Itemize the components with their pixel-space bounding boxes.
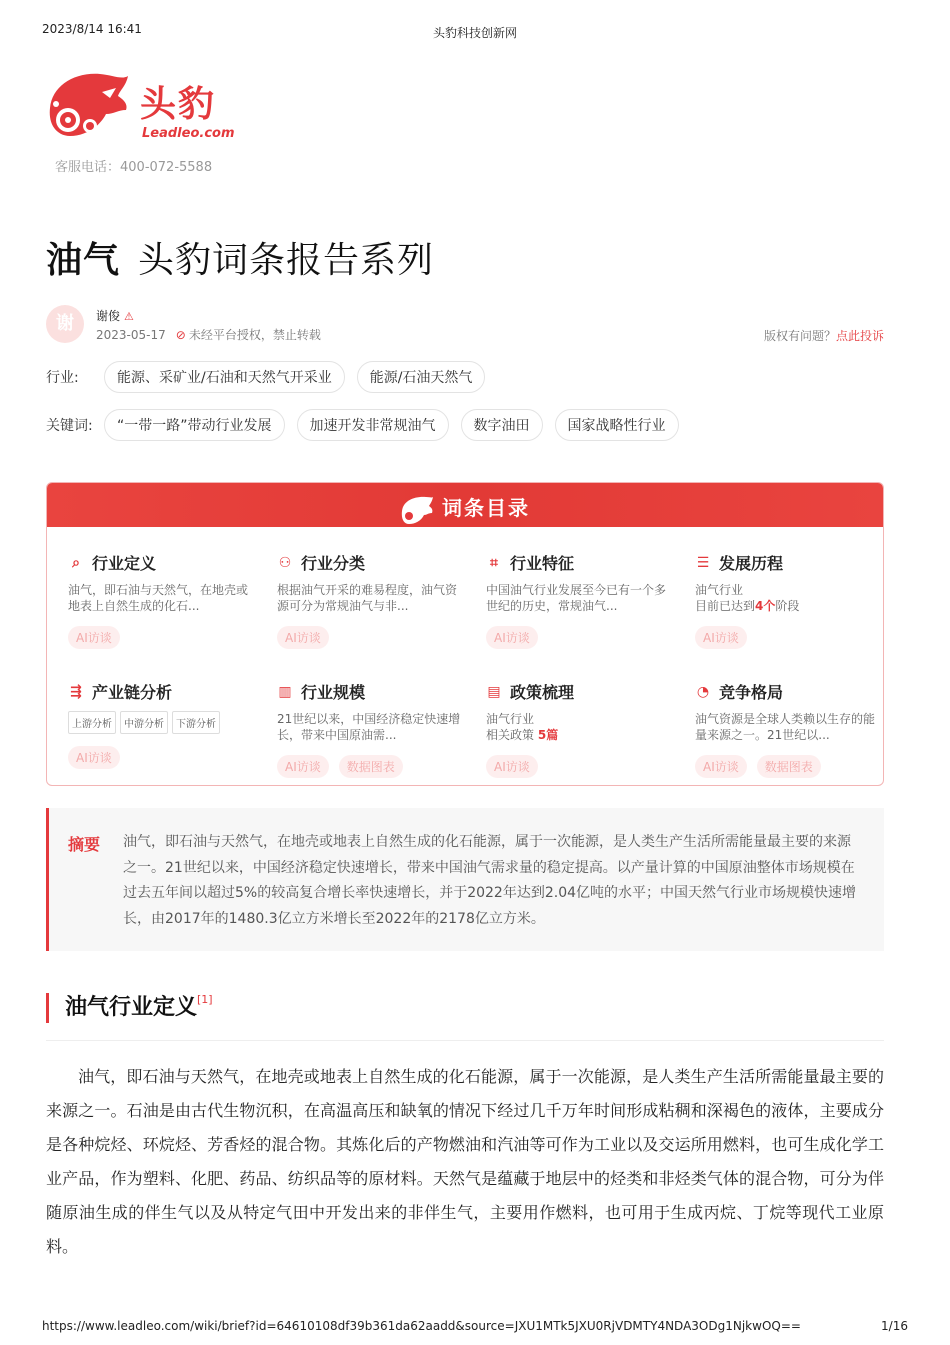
policy-count: 5篇 — [537, 728, 559, 742]
industry-row — [46, 361, 497, 393]
desc-line: 相关政策 — [486, 728, 535, 742]
section-body: 油气，即石油与天然气，在地壳或地表上自然生成的化石能源，属于一次能源，是人类生产生活所需能量最主要的来源之一。石油是由古代生物沉积，在高温高压和缺氧的情况下经过几千万年时间形成粘稠和深褐色的液体，主要成分是各种烷烃、环烷烃、芳香烃的混合物。其炼化后的产物燃油和汽油等可作为工业以及交运所用燃料，也可生成化学工业产品，作为塑料、化肥、药品、纺织品等的原材料。天然气是蕴藏于地层中的烃类和非烃类气体的混合物，可分为伴随原油生成的伴生气以及从特定气田中开发出来的非伴生气，主要用作燃料，也可用于生成丙烷、丁烷等现代工业原料。 — [46, 1067, 884, 1256]
ai-interview-button[interactable]: AI访谈 — [277, 755, 329, 778]
divider — [46, 1040, 884, 1041]
catalog-item-desc: 中国油气行业发展至今已有一个多世纪的历史，常规油气... — [486, 583, 667, 613]
catalog-item-desc: 根据油气开采的难易程度，油气资源可分为常规油气与非... — [277, 583, 458, 613]
footnote-ref[interactable]: [1] — [197, 993, 213, 1006]
catalog-panel — [46, 482, 884, 786]
chain-tag-downstream[interactable]: 下游分析 — [172, 711, 220, 734]
chain-icon: ⇶ — [70, 683, 82, 700]
keyword-tag[interactable]: 加速开发非常规油气 — [297, 409, 449, 441]
print-datetime: 2023/8/14 16:41 — [42, 22, 142, 36]
catalog-item-title: 行业定义 — [92, 554, 157, 573]
section-title-text: 油气行业定义 — [65, 995, 198, 1020]
avatar[interactable]: 谢 — [46, 305, 84, 343]
leadleo-logo[interactable] — [44, 70, 244, 144]
ai-interview-button[interactable]: AI访谈 — [695, 755, 747, 778]
keyword-tag[interactable]: 国家战略性行业 — [555, 409, 679, 441]
catalog-item-chain[interactable] — [68, 680, 258, 769]
catalog-item-title: 竞争格局 — [719, 683, 784, 702]
industry-tag[interactable]: 能源/石油天然气 — [357, 361, 486, 393]
leopard-logo-icon — [44, 70, 134, 144]
catalog-item-title: 政策梳理 — [510, 683, 575, 702]
bar-chart-icon: ▥ — [278, 683, 292, 700]
catalog-item-desc: 21世纪以来，中国经济稳定快速增长，带来中国原油需... — [277, 712, 461, 742]
title-main: 油气 — [46, 240, 121, 281]
catalog-item-title: 行业特征 — [510, 554, 575, 573]
data-chart-button[interactable]: 数据图表 — [757, 755, 821, 778]
leopard-head-icon — [400, 495, 434, 525]
brand-name: 头豹 — [140, 84, 217, 125]
hierarchy-icon: ⚇ — [278, 554, 292, 571]
timeline-icon: ☰ — [696, 554, 710, 571]
desc-line: 阶段 — [775, 599, 800, 613]
chain-tag-upstream[interactable]: 上游分析 — [68, 711, 116, 734]
desc-line: 油气行业 — [486, 712, 535, 726]
brand-domain: Leadleo.com — [142, 126, 235, 141]
magnifier-icon: ⌕ — [72, 554, 80, 571]
keywords-row — [46, 409, 691, 441]
catalog-title — [47, 492, 883, 525]
catalog-item-desc: 油气，即石油与天然气，在地壳或地表上自然生成的化石... — [68, 583, 249, 613]
desc-line: 油气行业 — [695, 583, 744, 597]
pie-chart-icon: ◔ — [696, 683, 710, 700]
catalog-item-title: 行业规模 — [301, 683, 366, 702]
keyword-tag[interactable]: 数字油田 — [461, 409, 543, 441]
ai-interview-button[interactable]: AI访谈 — [486, 755, 538, 778]
copyright-notice — [764, 327, 884, 344]
catalog-item-policy[interactable] — [486, 680, 676, 778]
license-text: 未经平台授权，禁止转载 — [188, 328, 321, 342]
title-sub: 头豹词条报告系列 — [138, 240, 435, 281]
report-link[interactable]: 点此投诉 — [835, 329, 884, 343]
publish-date: 2023-05-17 — [96, 328, 166, 342]
catalog-item-desc: 油气资源是全球人类赖以生存的能量来源之一。21世纪以... — [695, 712, 876, 742]
print-site-title: 头豹科技创新网 — [432, 26, 517, 40]
catalog-item-competition[interactable] — [695, 680, 884, 778]
ai-interview-button[interactable]: AI访谈 — [277, 626, 329, 649]
page-title — [46, 232, 434, 283]
summary-box — [46, 808, 884, 951]
catalog-item-history[interactable] — [695, 551, 884, 649]
hotline: 客服电话：400-072-5588 — [55, 160, 213, 175]
section-title — [46, 993, 213, 1023]
catalog-item-title: 产业链分析 — [92, 683, 173, 702]
meta-row — [96, 326, 321, 343]
author-badge-icon: ⚠ — [124, 310, 134, 323]
author-block — [46, 303, 884, 347]
catalog-title-text: 词条目录 — [442, 496, 530, 520]
copyright-question: 版权有问题？ — [763, 329, 836, 343]
catalog-item-classification[interactable] — [277, 551, 467, 649]
print-url: https://www.leadleo.com/wiki/brief?id=64610108df39b361da62aadd&source=JXU1MTk5JXU0RjVDMTY4NDA3ODg1NjkwOQ== — [42, 1319, 801, 1333]
catalog-item-features[interactable] — [486, 551, 676, 649]
keywords-label: 关键词: — [46, 418, 93, 434]
chain-tag-midstream[interactable]: 中游分析 — [120, 711, 168, 734]
no-entry-icon: ⊘ — [175, 328, 186, 342]
summary-label: 摘要 — [68, 835, 101, 854]
catalog-item-desc — [486, 711, 676, 743]
industry-tag[interactable]: 能源、采矿业/石油和天然气开采业 — [104, 361, 345, 393]
catalog-item-title: 发展历程 — [719, 554, 784, 573]
catalog-item-desc — [695, 582, 884, 614]
stage-count: 4个 — [755, 599, 776, 613]
catalog-header — [47, 483, 883, 527]
ai-interview-button[interactable]: AI访谈 — [486, 626, 538, 649]
catalog-item-scale[interactable] — [277, 680, 467, 778]
summary-text: 油气，即石油与天然气，在地壳或地表上自然生成的化石能源，属于一次能源，是人类生产生活所需能量最主要的来源之一。21世纪以来，中国经济稳定快速增长，带来中国油气需求量的稳定提高。以产量计算的中国原油整体市场规模在过去五年间以超过5%的较高复合增长率快速增长，并于2022年达到2.04亿吨的水平；中国天然气行业市场规模快速增长，由2017年的1480.3亿立方米增长至2022年的2178亿立方米。 — [123, 834, 857, 927]
keyword-tag[interactable]: “一带一路”带动行业发展 — [104, 409, 285, 441]
chip-icon: ⌗ — [490, 554, 498, 571]
industry-label: 行业: — [46, 370, 79, 386]
data-chart-button[interactable]: 数据图表 — [339, 755, 403, 778]
catalog-item-title: 行业分类 — [301, 554, 366, 573]
ai-interview-button[interactable]: AI访谈 — [68, 746, 120, 769]
desc-line: 目前已达到 — [695, 599, 756, 613]
author-name[interactable] — [96, 307, 134, 324]
ai-interview-button[interactable]: AI访谈 — [695, 626, 747, 649]
ai-interview-button[interactable]: AI访谈 — [68, 626, 120, 649]
document-icon: ▤ — [487, 683, 501, 700]
page-number: 1/16 — [881, 1319, 908, 1333]
catalog-item-definition[interactable] — [68, 551, 258, 649]
author-name-text: 谢俊 — [96, 309, 121, 323]
